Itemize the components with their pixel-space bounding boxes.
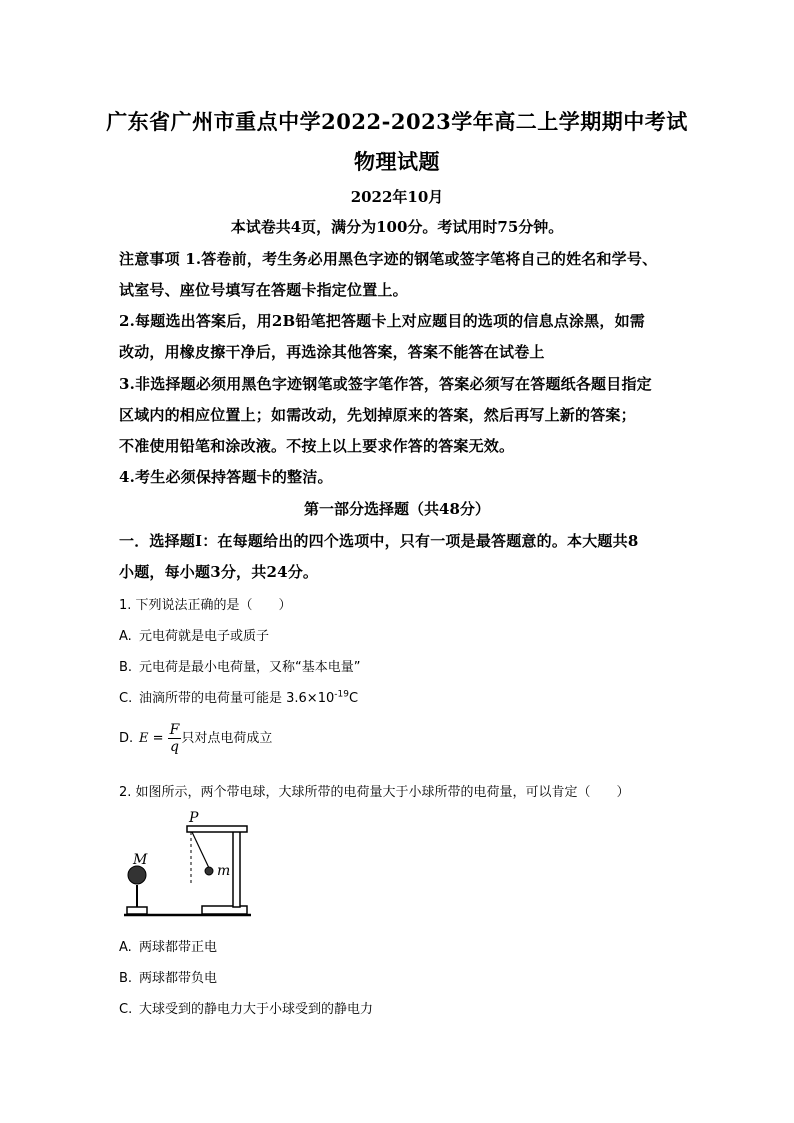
notice-line-1: 注意事项 1.答卷前，考生务必用黑色字迹的钢笔或签字笔将自己的姓名和学号、	[119, 250, 658, 268]
question-1-option-b	[119, 656, 679, 675]
question-1-option-c	[119, 687, 679, 706]
fraction-numerator: F	[169, 722, 180, 738]
formula-fraction	[168, 722, 182, 755]
formula-equals: =	[148, 731, 168, 746]
section-instruction-2: 小题，每小题3分，共24分。	[119, 563, 319, 581]
support-post	[233, 830, 240, 907]
notice-line-4: 改动，用橡皮擦干净后，再选涂其他答案，答案不能答在试卷上	[119, 343, 545, 361]
top-beam	[187, 826, 247, 832]
option-letter: D.	[119, 731, 134, 746]
option-text: 元电荷是最小电荷量，又称“基本电量”	[139, 660, 361, 675]
option-text: 油滴所带的电荷量可能是 3.6×10	[139, 691, 335, 706]
notice-line-6: 区域内的相应位置上；如需改动，先划掉原来的答案，然后再写上新的答案；	[119, 406, 636, 424]
pendulum-string	[192, 832, 209, 868]
notice-line-5: 3.非选择题必须用黑色字迹钢笔或签字笔作答，答案必须写在答题纸各题目指定	[119, 375, 652, 393]
formula-lhs: E	[139, 731, 149, 746]
exponent: -19	[334, 689, 349, 700]
notice-line-8: 4.考生必须保持答题卡的整洁。	[119, 468, 333, 486]
section-instruction-1: 一．选择题Ⅰ：在每题给出的四个选项中，只有一项是最答题意的。本大题共8	[119, 532, 639, 550]
question-1-stem: 1. 下列说法正确的是（ ）	[119, 598, 292, 613]
big-ball-m	[128, 866, 146, 884]
option-letter: C.	[119, 1002, 133, 1017]
option-letter: A.	[119, 940, 132, 955]
option-letter: C.	[119, 691, 133, 706]
option-text: 两球都带负电	[139, 971, 218, 986]
option-letter: B.	[119, 660, 133, 675]
exam-title: 广东省广州市重点中学2022-2023学年高二上学期期中考试	[106, 109, 688, 134]
exam-info: 本试卷共4页，满分为100分。考试用时75分钟。	[230, 218, 564, 236]
question-2-option-c	[119, 998, 679, 1017]
notice-line-3: 2.每题选出答案后，用2B铅笔把答题卡上对应题目的选项的信息点涂黑，如需	[119, 312, 645, 330]
question-2-option-b	[119, 967, 679, 986]
option-text: 大球受到的静电力大于小球受到的静电力	[139, 1002, 374, 1017]
option-text: 元电荷就是电子或质子	[139, 629, 270, 644]
label-big-m: M	[133, 852, 148, 868]
question-1-option-a	[119, 625, 679, 644]
label-p: P	[189, 810, 199, 826]
label-small-m: m	[217, 863, 231, 879]
option-text: 两球都带正电	[139, 940, 218, 955]
option-text: 只对点电荷成立	[181, 731, 273, 746]
notice-line-7: 不准使用铅笔和涂改液。不按上以上要求作答的答案无效。	[119, 437, 515, 455]
question-2-stem: 2. 如图所示，两个带电球，大球所带的电荷量大于小球所带的电荷量，可以肯定（ ）	[119, 785, 630, 800]
option-letter: B.	[119, 971, 133, 986]
question-1-option-d	[119, 722, 679, 755]
exam-date: 2022年10月	[350, 188, 444, 206]
left-base	[127, 907, 147, 914]
notice-line-2: 试室号、座位号填写在答题卡指定位置上。	[119, 281, 408, 299]
question-2-figure	[119, 808, 259, 923]
section-title: 第一部分选择题（共48分）	[304, 500, 490, 518]
small-ball-m	[205, 867, 213, 875]
question-2-option-a	[119, 936, 679, 955]
fraction-denominator: q	[170, 739, 180, 755]
unit: C	[348, 691, 359, 706]
option-letter: A.	[119, 629, 132, 644]
exam-subject: 物理试题	[354, 149, 440, 174]
